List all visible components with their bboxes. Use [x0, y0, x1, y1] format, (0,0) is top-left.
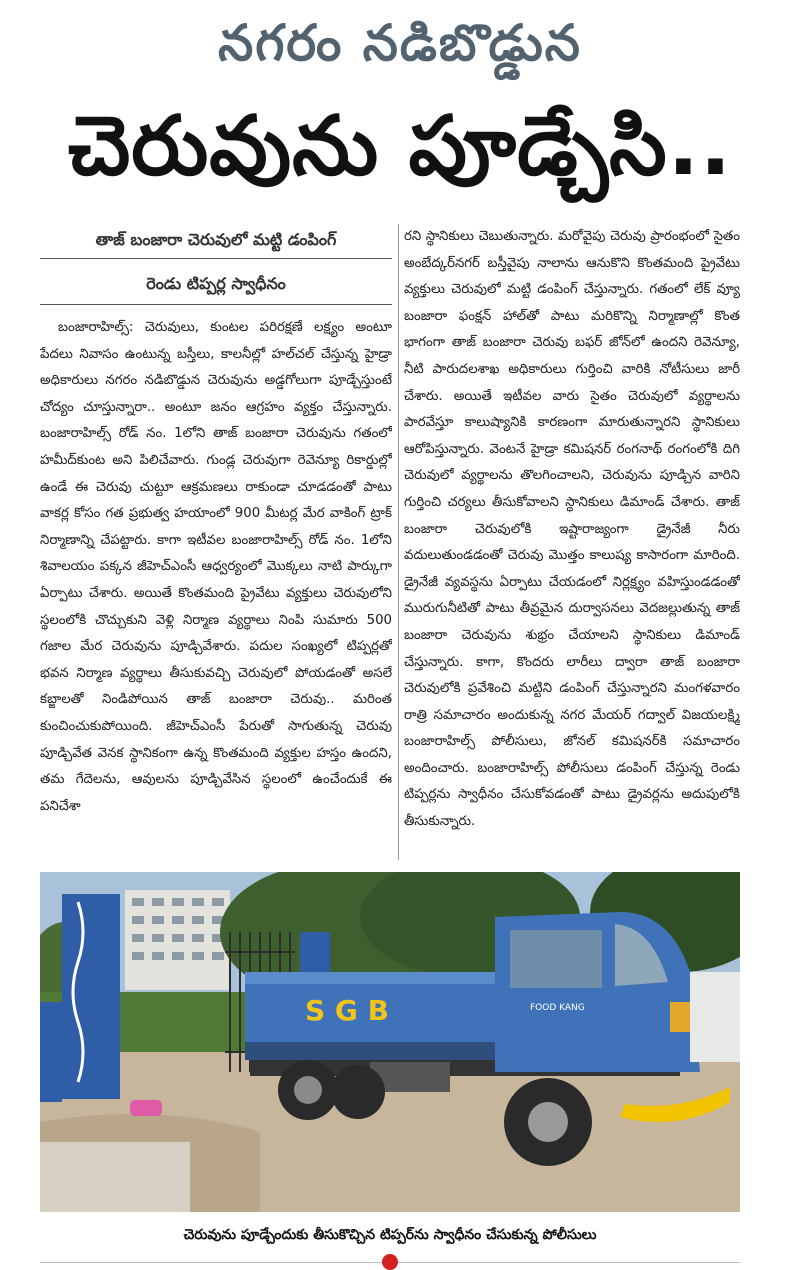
deck-divider-1: [40, 258, 392, 259]
column-divider: [398, 224, 399, 860]
deck-line-2: రెండు టిప్పర్ల స్వాధీనం: [146, 274, 286, 293]
truck-lettering: S G B: [305, 994, 389, 1027]
headline-kicker: నగరం నడిబొడ్డున: [218, 14, 582, 72]
deck-line-1: తాజ్ బంజారా చెరువులో మట్టి డంపింగ్: [95, 230, 337, 249]
body-column-left: బంజారాహిల్స్: చెరువులు, కుంటల పరిరక్షణే లక్ష్యం అంటూ పేదలు నివాసం ఉంటున్న బస్తీలు, కాలనీల్లో హల్‌చల్ చేస్తున్న హైడ్రా అధికారులు నగరం నడిబొడ్డున చెరువును అడ్డగోలుగా పూడ్చేస్తుంటే చోద్యం చూస్తున్నారా.. అంటూ జనం ఆగ్రహం వ్యక్తం చేస్తున్నారు. బంజారాహిల్స్ రోడ్ నం. 1లోని తాజ్ బంజారా చెరువును గతంలో హమీద్‌కుంట అని పిలిచేవారు. గుండ్ల చెరువుగా రెవెన్యూ రికార్డుల్లో ఉండే ఈ చెరువు చుట్టూ ఆక్రమణలు రాకుండా చూడడంతో పాటు వాకర్ల కోసం గత ప్రభుత్వ హయాంలో 900 మీటర్ల మేర వాకింగ్ ట్రాక్ నిర్మాణాన్ని చేపట్టారు. కాగా ఇటీవల బంజారాహిల్స్ రోడ్ నం. 1లోని శివాలయం పక్కన జీహెచ్‌ఎంసీ ఆధ్వర్యంలో మొక్కలు నాటి పార్కుగా ఏర్పాటు చేశారు. అయితే కొంతమంది ప్రైవేటు వ్యక్తులు చెరువులోని స్థలంలోకి చొచ్చుకుని వెళ్లి నిర్మాణ వ్యర్థాలు నింపి సుమారు 500 గజాల మేర చెరువును పూడ్చివేశారు. పదుల సంఖ్యలో టిప్పర్లతో భవన నిర్మాణ వ్యర్థాలు తీసుకువచ్చి చెరువులో పోయడంతో అసలే కబ్జాలతో నిండిపోయిన తాజ్ బంజారా చెరువు.. మరింత కుంచించుకుపోయింది. జీహెచ్‌ఎంసీ పేరుతో సాగుతున్న చెరువు పూడ్చివేత వెనక స్థానికంగా ఉన్న కొంతమంది వ్యక్తుల హస్తం ఉందని, తమ గేదెలను, ఆవులను పూడ్చివేసిన స్థలంలో ఉంచేందుకే ఈ పనిచేశా: [40, 320, 392, 814]
photo-caption: చెరువును పూడ్చేందుకు తీసుకొచ్చిన టిప్పర్‌ను స్వాధీనం చేసుకున్న పోలీసులు: [183, 1227, 597, 1243]
truck-cab-label: FOOD KANG: [530, 1003, 585, 1013]
news-photo: [40, 872, 740, 1212]
red-marker-dot: [382, 1254, 398, 1270]
body-column-right: రని స్థానికులు చెబుతున్నారు. మరోవైపు చెరువు ప్రారంభంలో సైతం అంబేద్కర్‌నగర్ బస్తీవైపు నాలాను ఆనుకొని కొంతమంది ప్రైవేటు వ్యక్తులు చెరువులో మట్టి డంపింగ్ చేస్తున్నారు. గతంలో లేక్ వ్యూ బంజారా ఫంక్షన్ హాల్‌తో పాటు మరికొన్ని నిర్మాణాల్లో కొంత భాగంగా తాజ్ బంజారా చెరువు బఫర్ జోన్‌లో ఉందని రెవెన్యూ, నీటి పారుదలశాఖ అధికారులు గుర్తించి వారికి నోటీసులు జారీ చేశారు. అయితే ఇటీవల వారు సైతం చెరువులో వ్యర్థాలను పారవేస్తూ కాలుష్యానికి కారణంగా మారుతున్నారని స్థానికులు ఆరోపిస్తున్నారు. వెంటనే హైడ్రా కమిషనర్ రంగనాథ్ రంగంలోకి దిగి చెరువులో వ్యర్థాలను తొలగించాలని, చెరువును పూడ్చిన వారిని గుర్తించి చర్యలు తీసుకోవాలని స్థానికులు డిమాండ్ చేశారు. తాజ్ బంజారా చెరువులోకి ఇష్టారాజ్యంగా డ్రైనేజీ నీరు వదులుతుండడంతో చెరువు మొత్తం కాలుష్య కాసారంగా మారింది. డ్రైనేజీ వ్యవస్థను ఏర్పాటు చేయడంలో నిర్లక్ష్యం వహిస్తుండడంతో మురుగునీటితో పాటు తీవ్రమైన దుర్వాసనలు వెదజల్లుతున్న తాజ్ బంజారా చెరువును శుభ్రం చేయాలని స్థానికులు డిమాండ్ చేస్తున్నారు. కాగా, కొందరు లారీలు ద్వారా తాజ్ బంజారా చెరువులోకి ప్రవేశించి మట్టిని డంపింగ్ చేస్తున్నారని మంగళవారం రాత్రి సమాచారం అందుకున్న నగర మేయర్ గద్వాల్ విజయలక్ష్మి బంజారాహిల్స్ పోలీసులు, జోనల్ కమిషనర్‌కి సమాచారం అందించారు. బంజారాహిల్స్ పోలీసులు డంపింగ్ చేస్తున్న రెండు టిప్పర్లను స్వాధీనం చేసుకోవడంతో పాటు డ్రైవర్లను అదుపులోకి తీసుకున్నారు.: [404, 229, 740, 830]
deck-divider-2: [40, 304, 392, 305]
headline-title: చెరువును పూడ్చేసి..: [67, 99, 733, 194]
